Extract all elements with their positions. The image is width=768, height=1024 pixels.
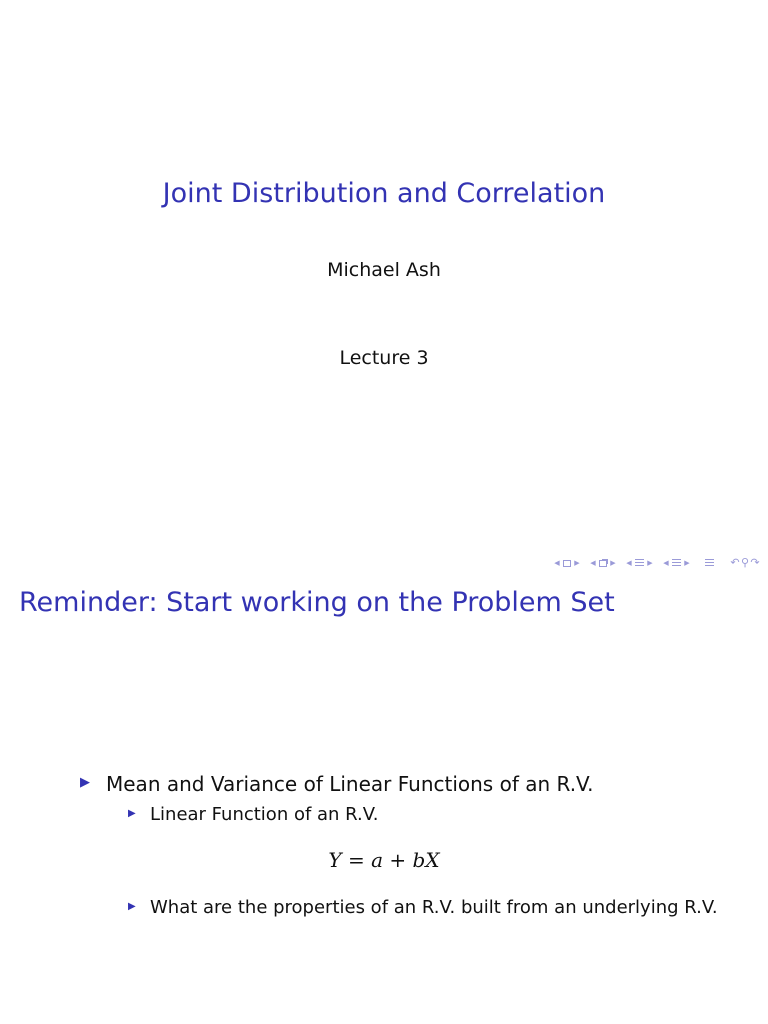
nav-search-icon[interactable]: ⚲ — [740, 556, 750, 569]
nav-prev-icon[interactable]: ◀ — [626, 559, 632, 567]
nav-frame-group[interactable] — [553, 556, 581, 570]
display-equation — [0, 848, 768, 872]
nav-subsection-group[interactable] — [589, 556, 617, 570]
list-subitem-text: What are the properties of an R.V. built from an underlying R.V. — [150, 897, 718, 918]
nav-prev-icon[interactable]: ◀ — [590, 559, 596, 567]
bullet-triangle-icon: ▶ — [128, 808, 136, 819]
frame-title: Reminder: Start working on the Problem Set — [19, 587, 615, 618]
nav-prev-icon[interactable]: ◀ — [554, 559, 560, 567]
nav-align-icon[interactable] — [705, 559, 714, 567]
equation-a: a — [371, 848, 384, 872]
nav-part-group[interactable] — [662, 556, 691, 570]
nav-section-group[interactable] — [625, 556, 654, 570]
nav-back-icon[interactable]: ↶ — [730, 556, 740, 569]
bullet-triangle-icon: ▶ — [80, 775, 90, 790]
bullet-triangle-icon: ▶ — [128, 901, 136, 912]
slide-title: Joint Distribution and Correlation — [162, 178, 606, 209]
list-subitem — [128, 803, 378, 826]
list-subitem — [128, 896, 728, 920]
slide-author: Michael Ash — [327, 259, 441, 281]
list-subitem-text: Linear Function of an R.V. — [150, 804, 379, 825]
equation-equals: = — [341, 848, 372, 872]
list-item-text: Mean and Variance of Linear Functions of an R.V. — [106, 772, 594, 796]
nav-forward-icon[interactable]: ↷ — [750, 556, 760, 569]
nav-next-icon[interactable]: ▶ — [647, 559, 653, 567]
nav-subsection-icon[interactable] — [599, 560, 607, 567]
nav-section-icon[interactable] — [635, 559, 644, 567]
list-item — [80, 771, 594, 797]
equation-plus: + — [383, 848, 413, 872]
nav-part-icon[interactable] — [672, 559, 681, 567]
nav-align-group[interactable] — [699, 559, 716, 567]
nav-search-group[interactable] — [730, 556, 760, 570]
beamer-navigation-bar — [545, 556, 760, 570]
nav-next-icon[interactable]: ▶ — [684, 559, 690, 567]
nav-frame-icon[interactable] — [563, 560, 571, 567]
nav-next-icon[interactable]: ▶ — [610, 559, 616, 567]
nav-next-icon[interactable]: ▶ — [574, 559, 580, 567]
slide-subtitle: Lecture 3 — [339, 347, 429, 369]
equation-lhs: Y — [328, 848, 342, 872]
equation-bx: bX — [412, 848, 440, 872]
nav-prev-icon[interactable]: ◀ — [663, 559, 669, 567]
